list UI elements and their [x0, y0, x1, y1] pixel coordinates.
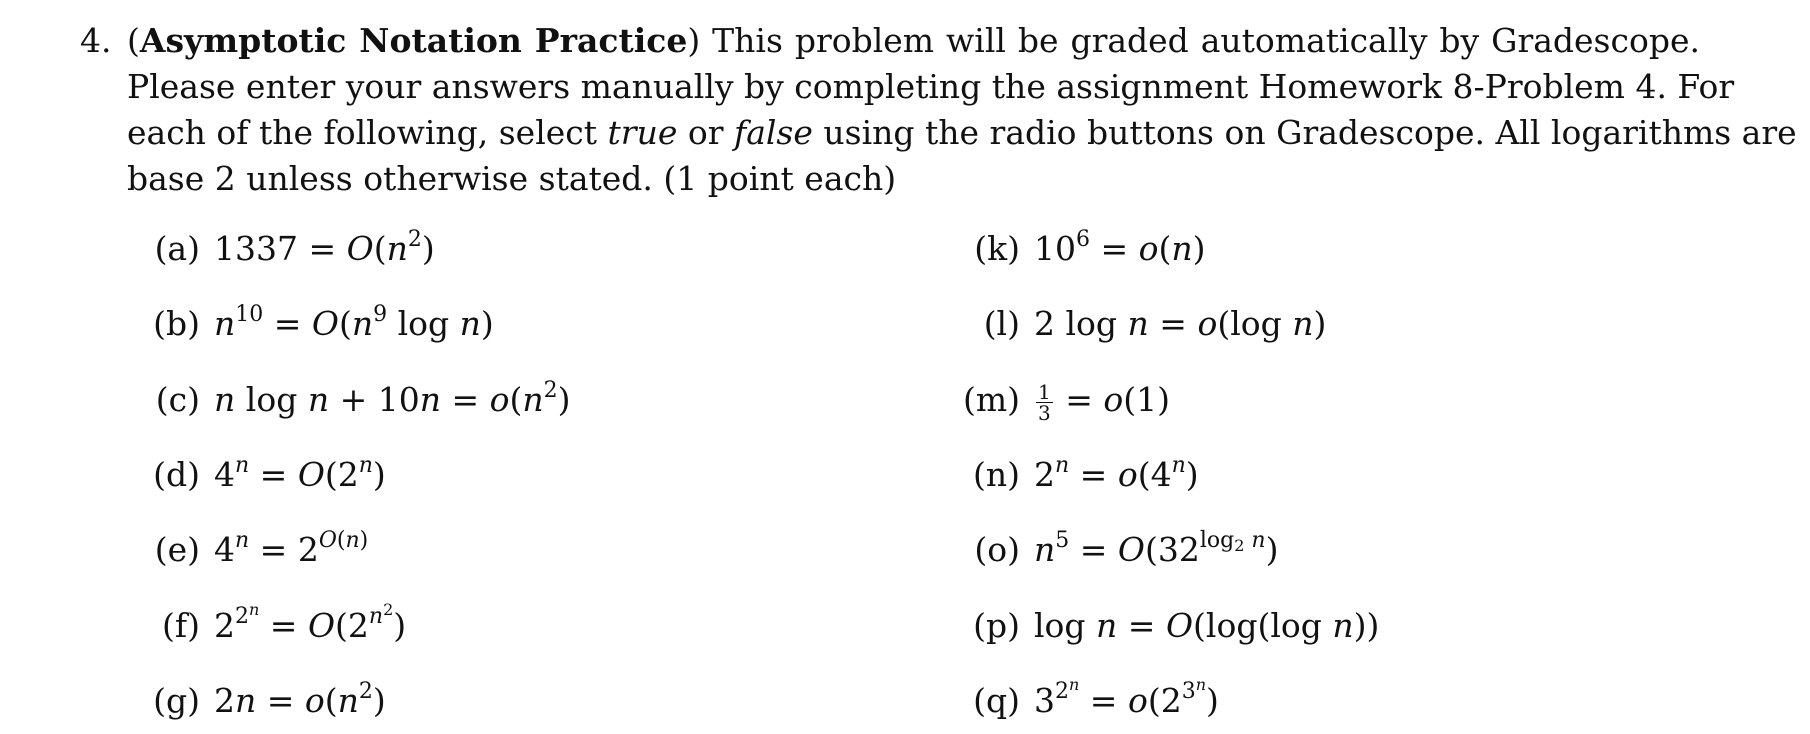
item-e — [138, 527, 368, 573]
item-b-math: $n^{10} = O(n^9$ log n) — [214, 302, 494, 343]
item-c-math: n $\log n + 10n = o(n^2)$ — [214, 378, 571, 419]
item-a-math: $1337 = O(n^2)$ — [214, 227, 435, 268]
item-q — [958, 675, 1219, 724]
intro-line-3-a: each of the following, select — [127, 113, 608, 152]
item-label: (q) — [973, 681, 1020, 720]
item-d — [138, 452, 386, 498]
intro-line-1-rest: ) This problem will be graded automatically by Gradescope. — [687, 21, 1700, 60]
item-e-math: $4^n = 2^{O(n)}$ — [214, 528, 369, 569]
fraction: $\frac{1}{3}$ — [1038, 379, 1051, 425]
item-p — [958, 603, 1379, 649]
intro-line-3-b: using the radio buttons on Gradescope. All logarithms are — [812, 113, 1797, 152]
item-label: (o) — [974, 530, 1020, 569]
problem-title: Asymptotic Notation Practice — [139, 21, 688, 60]
item-b — [138, 301, 494, 347]
item-label: (d) — [153, 455, 200, 494]
item-k-math: $10^6 = o(n)$ — [1034, 227, 1206, 268]
item-label: (p) — [973, 606, 1020, 645]
word-or: or — [677, 113, 734, 152]
item-g — [138, 678, 386, 724]
item-label: (n) — [972, 455, 1020, 494]
item-label: (f) — [162, 606, 200, 645]
item-f — [138, 600, 407, 649]
item-p-math: log n = O(log(log n)) — [1034, 606, 1380, 645]
item-a — [138, 226, 435, 272]
item-label: (g) — [153, 681, 200, 720]
item-d-math: $4^n = O(2^n)$ — [214, 453, 386, 494]
item-q-math: $3^{2^n} = o(2^{3^n})$ — [1034, 675, 1219, 720]
problem-statement — [80, 18, 1797, 202]
item-m-math: $\frac{1}{3}$ = o(1) — [1038, 379, 1170, 425]
item-label: (b) — [153, 304, 200, 343]
item-g-math: $2n = o(n^2)$ — [214, 679, 386, 720]
item-label: (l) — [983, 304, 1020, 343]
item-label: (c) — [155, 380, 200, 419]
item-label: (k) — [974, 229, 1020, 268]
item-l — [958, 301, 1326, 347]
problem-number: 4. — [80, 21, 112, 60]
word-true: true — [607, 113, 678, 152]
item-o — [958, 527, 1278, 573]
item-n-math: $2^n = o(4^n)$ — [1034, 453, 1199, 494]
item-label: (m) — [962, 380, 1020, 419]
item-o-math: $n^5 = O(32^{log_2 n})$ — [1034, 528, 1279, 569]
item-f-math: $2^{2^n} = O(2^{n^2})$ — [214, 600, 407, 645]
intro-line-1: (Asymptotic Notation Practice) This problem will be graded automatically by Gradescope. — [127, 21, 1700, 60]
item-label: (a) — [154, 229, 200, 268]
item-l-math: 2 log n = o(log n) — [1034, 304, 1327, 343]
item-m — [958, 377, 1170, 423]
item-k — [958, 226, 1206, 272]
word-false: false — [733, 113, 813, 152]
intro-line-4: base 2 unless otherwise stated. (1 point each) — [127, 159, 897, 198]
intro-line-2: Please enter your answers manually by completing the assignment Homework 8-Problem 4. For — [127, 67, 1735, 106]
item-c — [138, 377, 571, 423]
problem-text — [127, 18, 1797, 202]
item-n — [958, 452, 1199, 498]
intro-line-3 — [127, 110, 1797, 156]
item-label: (e) — [154, 530, 200, 569]
